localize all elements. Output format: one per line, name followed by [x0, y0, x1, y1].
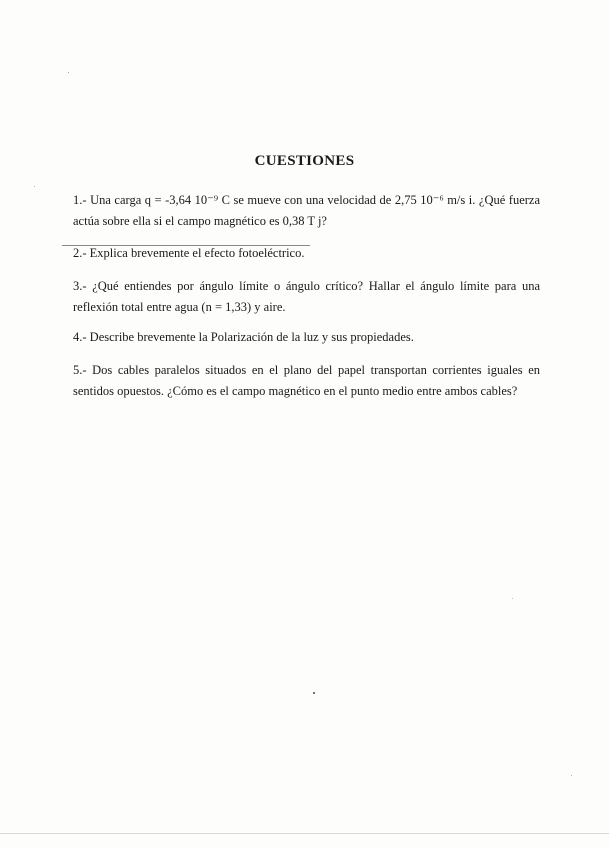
scan-speck [512, 598, 513, 599]
question-text: Explica brevemente el efecto fotoeléctrico. [89, 246, 305, 260]
scan-edge-line [0, 833, 609, 834]
document-title: CUESTIONES [254, 153, 355, 169]
scan-speck [571, 775, 572, 776]
question-3 [73, 276, 540, 318]
question-1 [73, 190, 540, 232]
question-number: 4.- [73, 330, 87, 344]
question-number: 1.- [73, 193, 87, 207]
question-text: ¿Qué entiendes por ángulo límite o ángulo crítico? Hallar el ángulo límite para una reflexión total entre agua (n = 1,33) y aire. [73, 279, 541, 314]
question-4 [73, 327, 540, 348]
question-text: Dos cables paralelos situados en el plano del papel transportan corrientes iguales en sentidos opuestos. ¿Cómo es el campo magnético en el punto medio entre ambos cables? [73, 363, 540, 398]
question-2 [73, 243, 540, 264]
question-number: 2.- [73, 246, 87, 260]
question-5 [73, 360, 540, 402]
scan-speck [34, 186, 35, 187]
question-text: Una carga q = -3,64 10⁻⁹ C se mueve con una velocidad de 2,75 10⁻⁶ m/s i. ¿Qué fuerza actúa sobre ella si el campo magnético es 0,38 T j? [73, 193, 541, 228]
question-text: Describe brevemente la Polarización de la luz y sus propiedades. [89, 330, 414, 344]
scan-speck [68, 72, 69, 73]
question-number: 3.- [73, 279, 87, 293]
scan-speck [313, 692, 315, 694]
question-number: 5.- [73, 363, 87, 377]
